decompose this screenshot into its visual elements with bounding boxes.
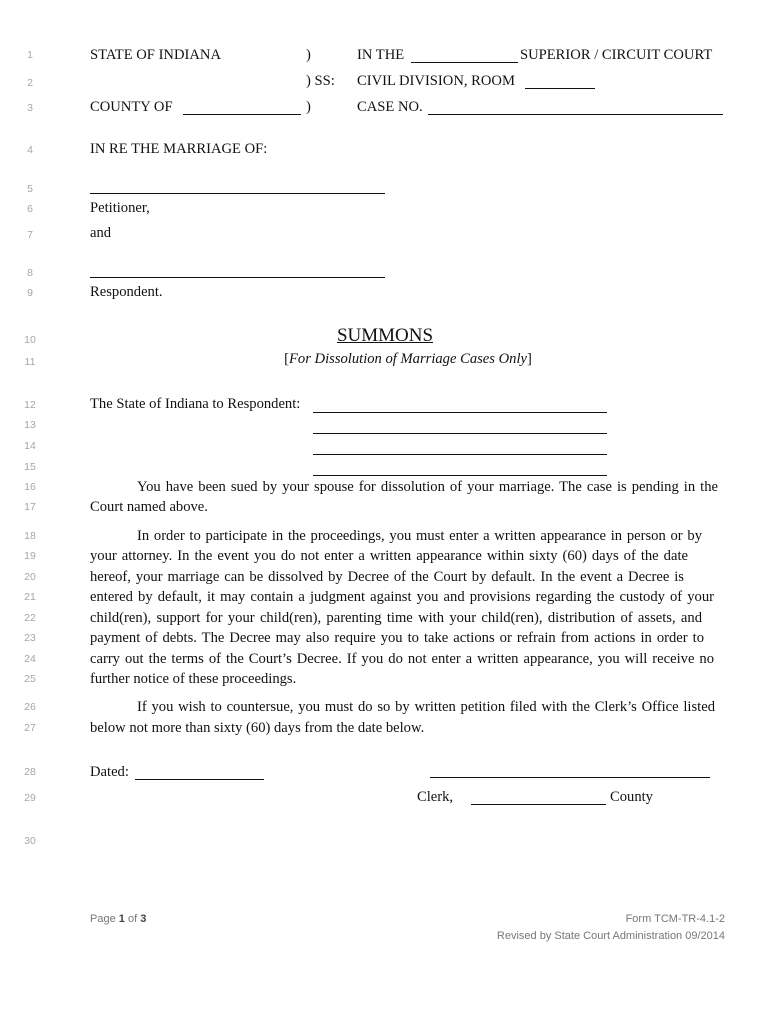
paragraph-line: below not more than sixty (60) days from the date below.: [90, 720, 425, 736]
state-label: STATE OF INDIANA: [90, 47, 221, 63]
clerk-label: Clerk,: [417, 789, 454, 805]
line-number: 16: [24, 481, 36, 493]
line-number: 5: [27, 183, 33, 195]
line-number: 23: [24, 632, 36, 644]
line-number: 7: [27, 229, 33, 241]
line-number: 20: [24, 571, 36, 583]
county-of-label: COUNTY OF: [90, 99, 173, 115]
line-number: 2: [27, 77, 33, 89]
document-title: SUMMONS: [336, 325, 434, 346]
line-number: 28: [24, 766, 36, 778]
civil-division-label: CIVIL DIVISION, ROOM: [357, 73, 515, 89]
respondent-address-line-4[interactable]: [313, 475, 607, 476]
caption-paren: ): [306, 47, 311, 63]
room-field[interactable]: [525, 88, 595, 89]
revision-note: Revised by State Court Administration 09/2014: [496, 930, 725, 942]
in-re-heading: IN RE THE MARRIAGE OF:: [90, 141, 268, 157]
line-number: 8: [27, 267, 33, 279]
and-label: and: [90, 225, 112, 241]
line-number: 15: [24, 461, 36, 473]
respondent-address-line-3[interactable]: [313, 454, 607, 455]
court-name-field[interactable]: [411, 62, 518, 63]
paragraph-line: further notice of these proceedings.: [90, 671, 297, 687]
dated-field[interactable]: [135, 779, 264, 780]
paragraph-line: payment of debts. The Decree may also require you to take actions or refrain from actions in order to: [90, 630, 704, 646]
paragraph-line: You have been sued by your spouse for dissolution of your marriage. The case is pending in the: [137, 479, 718, 495]
line-number: 11: [24, 356, 36, 368]
line-number: 27: [24, 722, 36, 734]
line-number: 9: [27, 287, 33, 299]
line-number: 30: [24, 835, 36, 847]
paragraph-line: your attorney. In the event you do not enter a written appearance within sixty (60) days of the date: [90, 548, 688, 564]
line-number: 24: [24, 653, 36, 665]
court-type-label: SUPERIOR / CIRCUIT COURT: [520, 47, 713, 63]
line-number: 26: [24, 701, 36, 713]
line-number: 19: [24, 550, 36, 562]
line-number: 21: [24, 591, 36, 603]
respondent-name-field[interactable]: [90, 277, 385, 278]
line-number: 22: [24, 612, 36, 624]
dated-label: Dated:: [90, 764, 129, 780]
respondent-label: Respondent.: [90, 284, 163, 300]
line-number: 10: [24, 334, 36, 346]
paragraph-line: carry out the terms of the Court’s Decree. If you do not enter a written appearance, you will receive no: [90, 651, 714, 667]
line-number: 1: [27, 49, 33, 61]
line-number: 3: [27, 102, 33, 114]
document-subtitle: [For Dissolution of Marriage Cases Only]: [284, 351, 532, 367]
paragraph-line: entered by default, it may contain a judgment against you and provisions regarding the custody of your: [90, 589, 714, 605]
in-the-label: IN THE: [357, 47, 405, 63]
line-number: 12: [24, 399, 36, 411]
paragraph-line: child(ren), support for your child(ren), parenting time with your child(ren), distribution of assets, and: [90, 610, 702, 626]
ss-label: ) SS:: [306, 73, 335, 89]
line-number: 25: [24, 673, 36, 685]
paragraph-line: In order to participate in the proceedings, you must enter a written appearance in person or by: [137, 528, 702, 544]
county-field[interactable]: [183, 114, 301, 115]
clerk-county-field[interactable]: [471, 804, 606, 805]
line-number: 17: [24, 501, 36, 513]
page-indicator: Page 1 of 3: [90, 913, 147, 925]
county-label: County: [610, 789, 653, 805]
line-number: 14: [24, 440, 36, 452]
line-number: 13: [24, 419, 36, 431]
case-number-field[interactable]: [428, 114, 723, 115]
case-no-label: CASE NO.: [357, 99, 423, 115]
form-id: Form TCM-TR-4.1-2: [625, 913, 725, 925]
to-respondent-label: The State of Indiana to Respondent:: [90, 396, 301, 412]
respondent-address-line-2[interactable]: [313, 433, 607, 434]
clerk-signature-line[interactable]: [430, 777, 710, 778]
petitioner-name-field[interactable]: [90, 193, 385, 194]
caption-paren: ): [306, 99, 311, 115]
line-number: 29: [24, 792, 36, 804]
paragraph-line: Court named above.: [90, 499, 208, 515]
petitioner-label: Petitioner,: [90, 200, 150, 216]
line-number: 6: [27, 203, 33, 215]
line-number: 18: [24, 530, 36, 542]
paragraph-line: hereof, your marriage can be dissolved by Decree of the Court by default. In the event a Decree is: [90, 569, 684, 585]
respondent-address-line-1[interactable]: [313, 412, 607, 413]
line-number: 4: [27, 144, 33, 156]
paragraph-line: If you wish to countersue, you must do so by written petition filed with the Clerk’s Office listed: [137, 699, 715, 715]
